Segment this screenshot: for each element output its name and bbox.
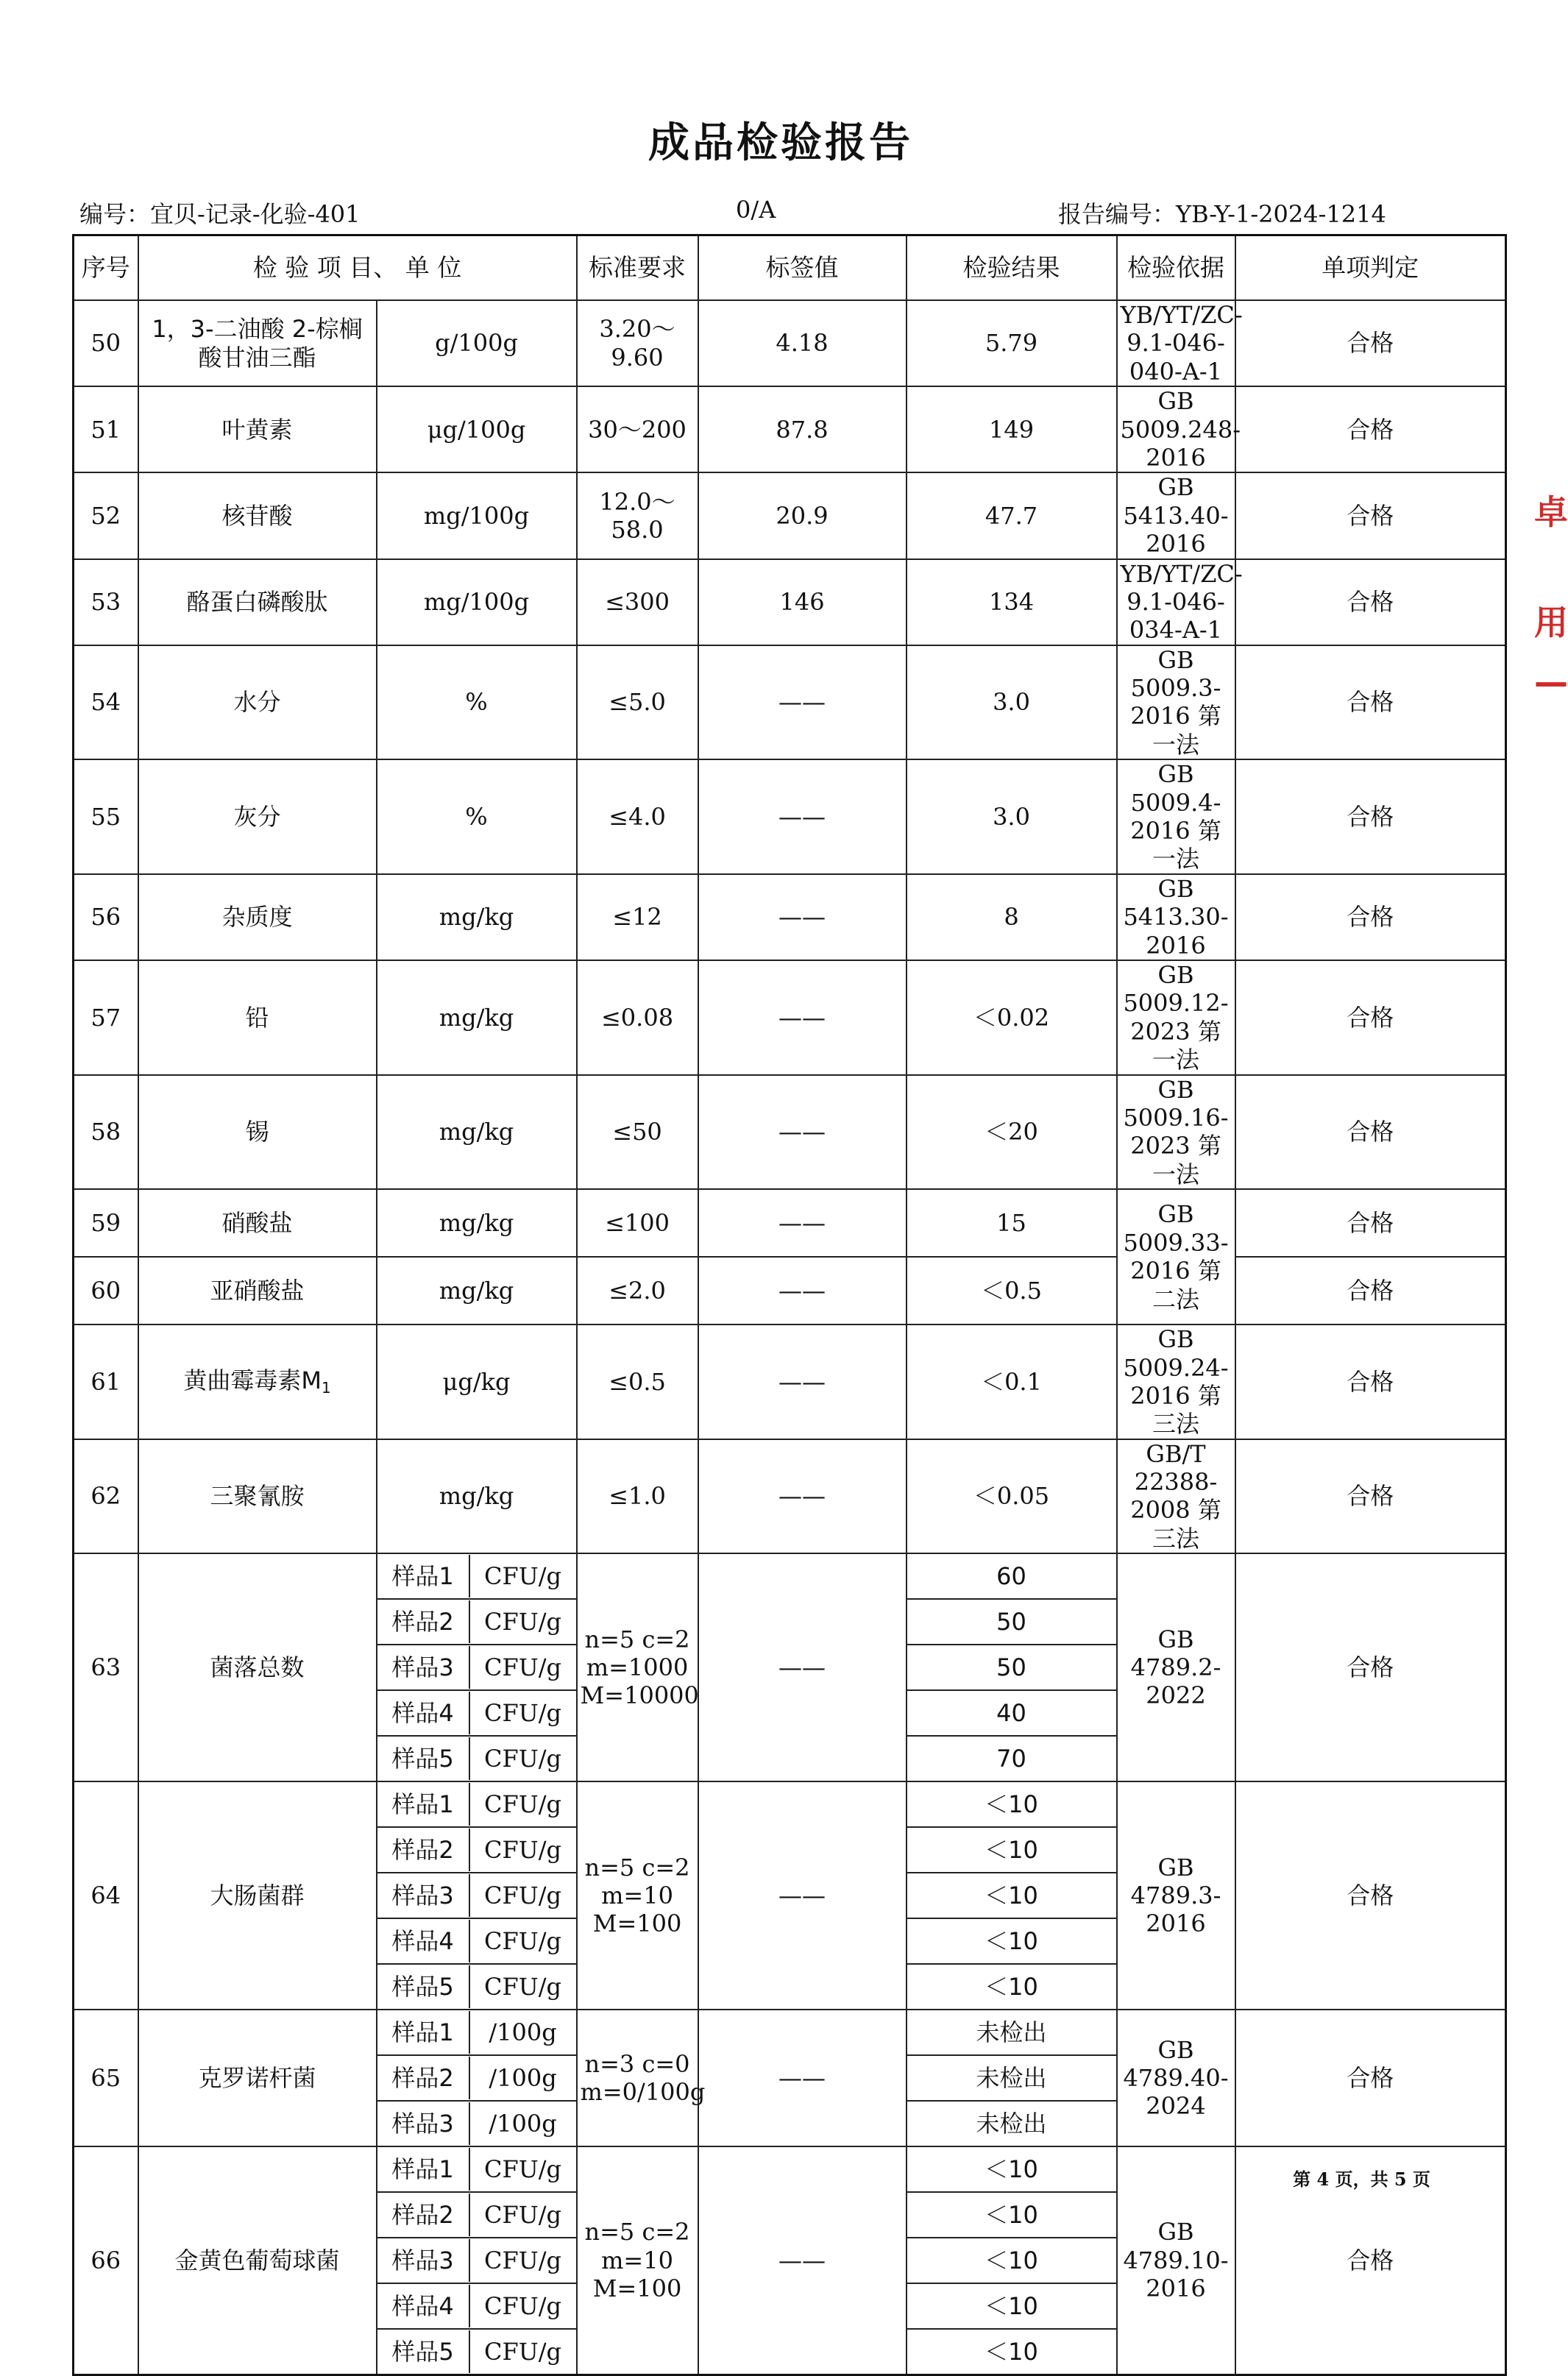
test-result: 未检出: [907, 2055, 1117, 2101]
test-result: ＜10: [907, 1827, 1117, 1873]
item-name: 克罗诺杆菌: [138, 2010, 377, 2146]
table-row: [74, 759, 1506, 874]
label-value: 20.9: [698, 472, 907, 558]
sample-unit: CFU/g: [484, 1653, 561, 1682]
test-basis: GB/T 22388-2008 第三法: [1117, 1439, 1235, 1554]
item-name-text: 叶黄素: [221, 415, 293, 444]
test-result: 8: [907, 874, 1117, 960]
test-result: ＜0.5: [907, 1257, 1117, 1324]
standard-requirement: 30～200: [577, 386, 698, 472]
report-number: 报告编号：YB-Y-1-2024-1214: [1058, 200, 1386, 228]
col-header-basis: 检验依据: [1117, 235, 1235, 301]
test-result: 50: [907, 1645, 1117, 1690]
test-basis: GB 5009.24-2016 第三法: [1117, 1324, 1235, 1439]
unit: mg/100g: [377, 559, 577, 645]
test-basis: GB 4789.2-2022: [1117, 1553, 1235, 1781]
item-name-text: 亚硝酸盐: [210, 1276, 305, 1305]
standard-requirement: n=5 c=2 m=1000 M=10000: [577, 1553, 698, 1781]
label-value: 87.8: [698, 386, 907, 472]
test-basis: YB/YT/ZC-9.1-046-040-A-1: [1117, 300, 1235, 386]
standard-requirement: ≤5.0: [577, 645, 698, 760]
table-row: [74, 960, 1506, 1075]
test-result: ＜10: [907, 2192, 1117, 2238]
item-name-text: 1，3-二油酸 2-棕榈酸甘油三酯: [152, 315, 363, 372]
unit: mg/kg: [377, 960, 577, 1075]
row-number: 56: [74, 874, 138, 960]
item-name-text: 水分: [233, 688, 281, 717]
row-number: 52: [74, 472, 138, 558]
standard-requirement: ≤1.0: [577, 1439, 698, 1554]
verdict: 合格: [1235, 1257, 1506, 1324]
sample-unit: CFU/g: [484, 1699, 561, 1728]
sample-cell: [377, 1918, 577, 1964]
table-row: [74, 1189, 1506, 1257]
test-result: ＜10: [907, 2238, 1117, 2283]
sample-cell: [377, 2238, 577, 2283]
test-result: ＜10: [907, 1964, 1117, 2010]
standard-requirement: 3.20～9.60: [577, 300, 698, 386]
sample-name: 样品1: [377, 1783, 470, 1826]
item-name-text: 锡: [245, 1118, 269, 1146]
sample-cell: [377, 1690, 577, 1736]
item-name: [138, 1324, 377, 1439]
label-value: ——: [698, 2146, 907, 2375]
table-row: [74, 1553, 1506, 1599]
table-row: [74, 2010, 1506, 2055]
sample-unit: CFU/g: [484, 2246, 561, 2275]
sample-name: 样品5: [377, 2330, 470, 2373]
sample-unit: CFU/g: [484, 1790, 561, 1819]
item-name: 金黄色葡萄球菌: [138, 2146, 377, 2375]
test-result: ＜10: [907, 1873, 1117, 1918]
report-title: 成品检验报告: [648, 119, 913, 167]
standard-requirement: n=5 c=2 m=10 M=100: [577, 1781, 698, 2010]
test-basis: GB 4789.10-2016: [1117, 2146, 1235, 2375]
label-value: ——: [698, 874, 907, 960]
sample-name: 样品2: [377, 2194, 470, 2236]
stamp-fragment-2: 用: [1534, 603, 1568, 642]
sample-cell: [377, 2010, 577, 2055]
sample-cell: [377, 1781, 577, 1827]
row-number: 51: [74, 386, 138, 472]
unit: mg/kg: [377, 1189, 577, 1257]
sample-unit: CFU/g: [484, 1745, 561, 1773]
unit: mg/kg: [377, 1257, 577, 1324]
table-row: [74, 472, 1506, 558]
row-number: 66: [74, 2146, 138, 2375]
row-number: 54: [74, 645, 138, 760]
verdict: 合格: [1235, 1075, 1506, 1190]
sample-name: 样品2: [377, 2057, 470, 2099]
test-basis: GB 4789.3-2016: [1117, 1781, 1235, 2010]
stamp-fragment-1: 卓: [1534, 492, 1568, 532]
unit: mg/100g: [377, 472, 577, 558]
unit: %: [377, 759, 577, 874]
item-name: [138, 1075, 377, 1190]
sample-name: 样品5: [377, 1965, 470, 2008]
label-value: ——: [698, 645, 907, 760]
standard-requirement: ≤0.5: [577, 1324, 698, 1439]
unit: %: [377, 645, 577, 760]
test-result: ＜10: [907, 2146, 1117, 2192]
sample-name: 样品1: [377, 2011, 470, 2054]
test-basis: YB/YT/ZC-9.1-046-034-A-1: [1117, 559, 1235, 645]
item-name: [138, 759, 377, 874]
sample-cell: [377, 1599, 577, 1645]
test-basis: GB 5413.40-2016: [1117, 472, 1235, 558]
item-name-text: 酪蛋白磷酸肽: [186, 587, 328, 616]
table-row: [74, 559, 1506, 645]
test-result: ＜0.05: [907, 1439, 1117, 1554]
test-result: 5.79: [907, 300, 1117, 386]
sample-cell: [377, 1827, 577, 1873]
label-value: ——: [698, 1324, 907, 1439]
table-row: [74, 2146, 1506, 2192]
verdict: 合格: [1235, 386, 1506, 472]
sample-unit: CFU/g: [484, 2155, 561, 2184]
sample-name: 样品4: [377, 1692, 470, 1734]
label-value: 146: [698, 559, 907, 645]
sample-unit: CFU/g: [484, 2337, 561, 2366]
row-number: 61: [74, 1324, 138, 1439]
row-number: 53: [74, 559, 138, 645]
sample-cell: [377, 1553, 577, 1599]
test-result: 50: [907, 1599, 1117, 1645]
test-result: 40: [907, 1690, 1117, 1736]
item-name-text: 三聚氰胺: [210, 1482, 305, 1511]
sample-name: 样品1: [377, 2148, 470, 2191]
verdict: 合格: [1235, 1324, 1506, 1439]
verdict: 合格: [1235, 1439, 1506, 1554]
test-result: 47.7: [907, 472, 1117, 558]
test-result: ＜10: [907, 1918, 1117, 1964]
table-row: [74, 1075, 1506, 1190]
col-header-label: 标签值: [698, 235, 907, 301]
sample-cell: [377, 1736, 577, 1781]
unit: mg/kg: [377, 1075, 577, 1190]
table-row: [74, 1257, 1506, 1324]
sample-unit: CFU/g: [484, 2292, 561, 2321]
verdict: 合格: [1235, 1781, 1506, 2010]
verdict: 合格: [1235, 1189, 1506, 1257]
test-basis: GB 5009.4-2016 第一法: [1117, 759, 1235, 874]
standard-requirement: ≤100: [577, 1189, 698, 1257]
sample-unit: CFU/g: [484, 1608, 561, 1636]
sample-name: 样品4: [377, 2285, 470, 2327]
verdict: 合格: [1235, 559, 1506, 645]
sample-unit: CFU/g: [484, 1927, 561, 1956]
page-footer: 第 4 页，共 5 页: [1293, 2168, 1430, 2190]
test-result: ＜0.02: [907, 960, 1117, 1075]
test-result: 149: [907, 386, 1117, 472]
sample-cell: [377, 2192, 577, 2238]
row-number: 57: [74, 960, 138, 1075]
test-result: 未检出: [907, 2101, 1117, 2146]
sample-cell: [377, 2283, 577, 2329]
test-basis: GB 5009.3-2016 第一法: [1117, 645, 1235, 760]
table-row: [74, 1439, 1506, 1554]
standard-requirement: n=3 c=0 m=0/100g: [577, 2010, 698, 2146]
label-value: ——: [698, 759, 907, 874]
sample-cell: [377, 1645, 577, 1690]
table-row: [74, 300, 1506, 386]
row-number: 58: [74, 1075, 138, 1190]
sample-name: 样品1: [377, 1555, 470, 1597]
sample-unit: /100g: [489, 2110, 557, 2138]
test-result: 70: [907, 1736, 1117, 1781]
sample-unit: /100g: [489, 2064, 557, 2093]
test-basis: GB 5009.33-2016 第二法: [1117, 1189, 1235, 1324]
sample-unit: CFU/g: [484, 1836, 561, 1865]
test-result: ＜10: [907, 2283, 1117, 2329]
sample-name: 样品3: [377, 1646, 470, 1689]
sample-cell: [377, 1873, 577, 1918]
label-value: ——: [698, 1257, 907, 1324]
stamp-fragment-3: —: [1534, 662, 1568, 702]
unit: mg/kg: [377, 874, 577, 960]
item-name: 菌落总数: [138, 1553, 377, 1781]
item-name: [138, 1257, 377, 1324]
label-value: ——: [698, 960, 907, 1075]
col-header-item: 检 验 项 目、 单 位: [138, 235, 577, 301]
item-name: [138, 645, 377, 760]
standard-requirement: ≤300: [577, 559, 698, 645]
sample-cell: [377, 2101, 577, 2146]
test-result: ＜10: [907, 1781, 1117, 1827]
row-number: 65: [74, 2010, 138, 2146]
test-result: 3.0: [907, 759, 1117, 874]
item-name: [138, 1189, 377, 1257]
standard-requirement: ≤2.0: [577, 1257, 698, 1324]
test-basis: GB 5009.248-2016: [1117, 386, 1235, 472]
test-result: ＜20: [907, 1075, 1117, 1190]
item-name-text: 铅: [245, 1003, 269, 1032]
label-value: ——: [698, 2010, 907, 2146]
label-value: ——: [698, 1075, 907, 1190]
test-result: ＜10: [907, 2329, 1117, 2375]
item-name: [138, 1439, 377, 1554]
header-row: [74, 235, 1506, 301]
verdict: 合格: [1235, 874, 1506, 960]
test-result: 未检出: [907, 2010, 1117, 2055]
verdict: 合格: [1235, 759, 1506, 874]
sample-name: 样品3: [377, 2102, 470, 2145]
test-result: ＜0.1: [907, 1324, 1117, 1439]
standard-requirement: n=5 c=2 m=10 M=100: [577, 2146, 698, 2375]
standard-requirement: 12.0～58.0: [577, 472, 698, 558]
version: 0/A: [736, 196, 776, 224]
verdict: 合格: [1235, 472, 1506, 558]
test-basis: GB 5009.12-2023 第一法: [1117, 960, 1235, 1075]
verdict: 合格: [1235, 645, 1506, 760]
test-basis: GB 4789.40-2024: [1117, 2010, 1235, 2146]
unit: g/100g: [377, 300, 577, 386]
item-name-text: 核苷酸: [221, 501, 293, 530]
unit: mg/kg: [377, 1439, 577, 1554]
standard-requirement: ≤0.08: [577, 960, 698, 1075]
label-value: ——: [698, 1781, 907, 2010]
col-header-standard: 标准要求: [577, 235, 698, 301]
test-result: 60: [907, 1553, 1117, 1599]
item-name: 大肠菌群: [138, 1781, 377, 2010]
row-number: 62: [74, 1439, 138, 1554]
sample-unit: CFU/g: [484, 1973, 561, 2001]
unit: μg/kg: [377, 1324, 577, 1439]
table-row: [74, 874, 1506, 960]
unit: μg/100g: [377, 386, 577, 472]
item-name: [138, 386, 377, 472]
col-header-no: 序号: [74, 235, 138, 301]
row-number: 59: [74, 1189, 138, 1257]
sample-name: 样品2: [377, 1829, 470, 1871]
sample-cell: [377, 2329, 577, 2375]
verdict: 合格: [1235, 1553, 1506, 1781]
row-number: 55: [74, 759, 138, 874]
item-name: [138, 472, 377, 558]
col-header-result: 检验结果: [907, 235, 1117, 301]
inspection-table: [72, 234, 1507, 2376]
item-name: [138, 300, 377, 386]
item-name: [138, 874, 377, 960]
item-name-text: 杂质度: [221, 903, 293, 932]
sample-name: 样品2: [377, 1600, 470, 1643]
sample-cell: [377, 2146, 577, 2192]
label-value: ——: [698, 1439, 907, 1554]
item-name-text: 黄曲霉毒素M: [183, 1366, 322, 1395]
table-row: [74, 645, 1506, 760]
row-number: 50: [74, 300, 138, 386]
sample-unit: CFU/g: [484, 1562, 561, 1591]
sample-name: 样品5: [377, 1737, 470, 1780]
test-result: 134: [907, 559, 1117, 645]
test-basis: GB 5009.16-2023 第一法: [1117, 1075, 1235, 1190]
verdict: 合格: [1235, 960, 1506, 1075]
test-basis: GB 5413.30-2016: [1117, 874, 1235, 960]
sample-cell: [377, 2055, 577, 2101]
sample-cell: [377, 1964, 577, 2010]
sample-unit: /100g: [489, 2018, 557, 2047]
verdict: 合格: [1235, 300, 1506, 386]
item-name: [138, 559, 377, 645]
verdict: 合格: [1235, 2010, 1506, 2146]
sample-name: 样品3: [377, 2239, 470, 2282]
record-number: 编号：宜贝-记录-化验-401: [79, 200, 361, 228]
item-name: [138, 960, 377, 1075]
label-value: ——: [698, 1189, 907, 1257]
standard-requirement: ≤50: [577, 1075, 698, 1190]
standard-requirement: ≤4.0: [577, 759, 698, 874]
item-subscript: 1: [321, 1379, 331, 1397]
item-name-text: 灰分: [233, 802, 281, 831]
table-row: [74, 1324, 1506, 1439]
table-row: [74, 1781, 1506, 1827]
sample-unit: CFU/g: [484, 2201, 561, 2230]
row-number: 64: [74, 1781, 138, 2010]
sample-name: 样品3: [377, 1874, 470, 1917]
table-row: [74, 386, 1506, 472]
sample-name: 样品4: [377, 1920, 470, 1962]
row-number: 63: [74, 1553, 138, 1781]
verdict: 合格: [1235, 2146, 1506, 2375]
test-result: 15: [907, 1189, 1117, 1257]
col-header-verdict: 单项判定: [1235, 235, 1506, 301]
test-result: 3.0: [907, 645, 1117, 760]
label-value: 4.18: [698, 300, 907, 386]
label-value: ——: [698, 1553, 907, 1781]
item-name-text: 硝酸盐: [221, 1208, 293, 1237]
row-number: 60: [74, 1257, 138, 1324]
standard-requirement: ≤12: [577, 874, 698, 960]
sample-unit: CFU/g: [484, 1882, 561, 1910]
